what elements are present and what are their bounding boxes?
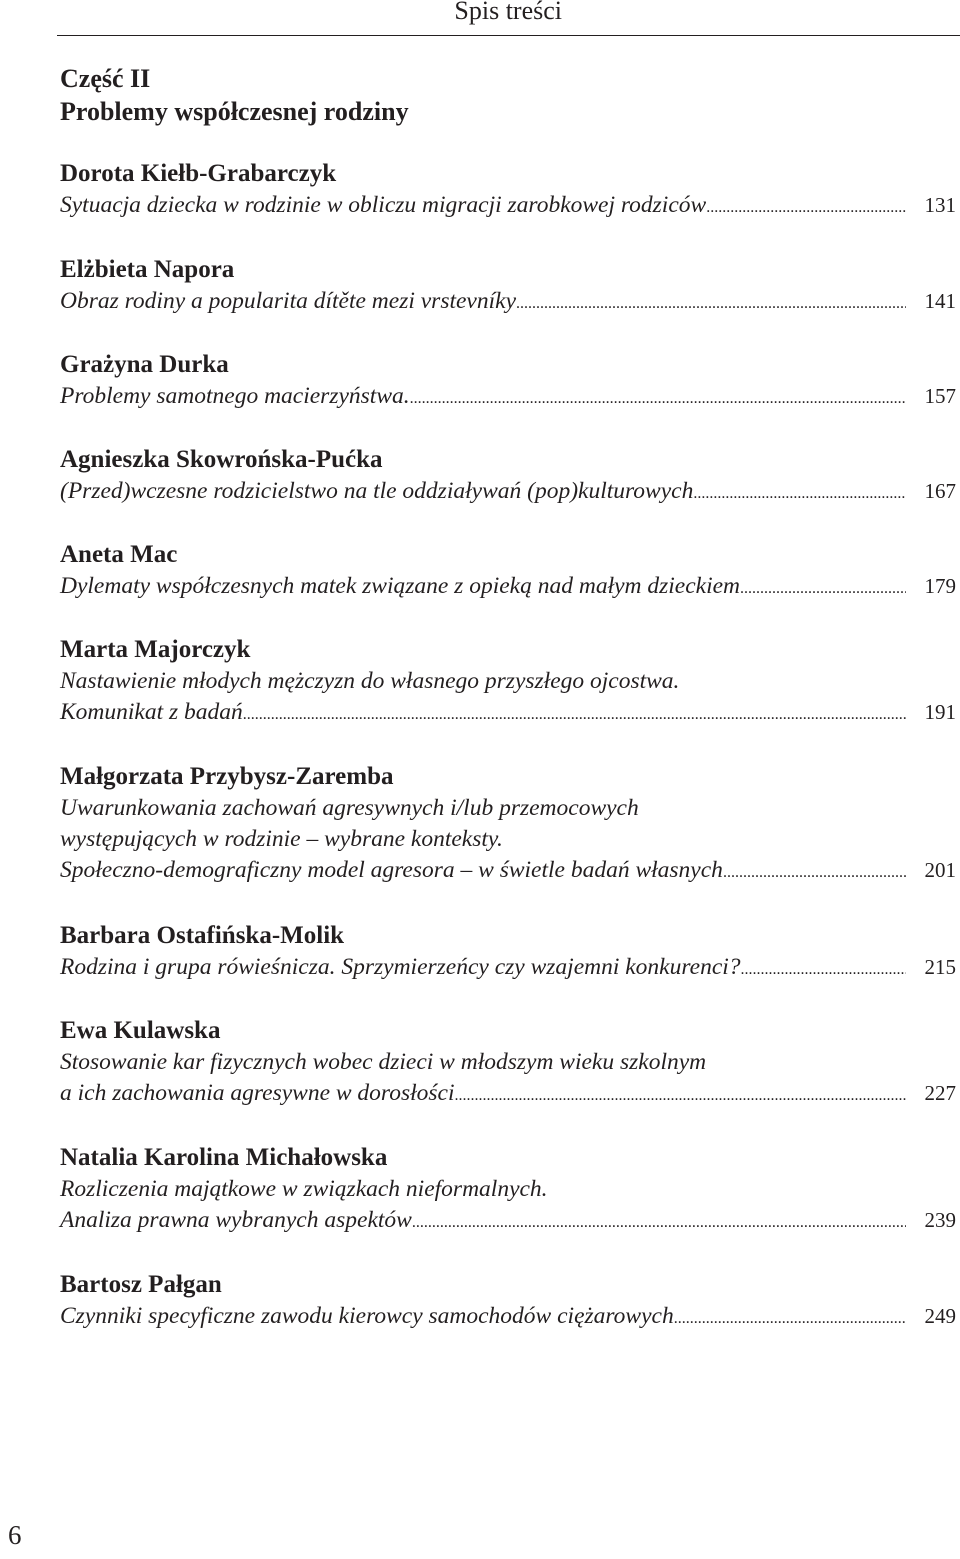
entry-page-number: 157 bbox=[924, 384, 956, 408]
entry-title-text: Obraz rodiny a popularita dítěte mezi vrstevníky bbox=[60, 288, 517, 314]
entry-title-line bbox=[60, 666, 956, 697]
entry-author: Marta Majorczyk bbox=[60, 636, 251, 663]
toc-entry[interactable] bbox=[60, 539, 956, 602]
entry-title-line bbox=[60, 381, 956, 412]
dot-leader bbox=[410, 383, 906, 414]
dot-leader bbox=[674, 1303, 906, 1334]
entry-author: Grażyna Durka bbox=[60, 351, 229, 378]
entry-title-text: Rodzina i grupa rówieśnicza. Sprzymierzeńcy czy wzajemni konkurenci? bbox=[60, 954, 741, 980]
entry-title-line bbox=[60, 571, 956, 602]
entry-author: Agnieszka Skowrońska-Pućka bbox=[60, 446, 383, 473]
entry-title-text: Czynniki specyficzne zawodu kierowcy samochodów ciężarowych bbox=[60, 1303, 674, 1329]
toc-entry[interactable] bbox=[60, 254, 956, 317]
entry-title-text: Problemy samotnego macierzyństwa. bbox=[60, 383, 410, 409]
entry-title-line bbox=[60, 1301, 956, 1332]
entry-title-text: Analiza prawna wybranych aspektów bbox=[60, 1207, 412, 1233]
dot-leader bbox=[741, 954, 906, 985]
entry-title-text: Dylematy współczesnych matek związane z opieką nad małym dzieckiem bbox=[60, 573, 741, 599]
toc-entry[interactable] bbox=[60, 444, 956, 507]
entry-author: Dorota Kiełb-Grabarczyk bbox=[60, 160, 337, 187]
entry-author: Ewa Kulawska bbox=[60, 1017, 221, 1044]
entry-title-text: a ich zachowania agresywne w dorosłości bbox=[60, 1080, 455, 1106]
entry-title-line bbox=[60, 952, 956, 983]
entry-title-line bbox=[60, 793, 956, 824]
entry-page-number: 179 bbox=[924, 574, 956, 598]
entry-page-number: 191 bbox=[924, 700, 956, 724]
entry-title-line bbox=[60, 476, 956, 507]
dot-leader bbox=[412, 1207, 906, 1238]
entry-author: Aneta Mac bbox=[60, 541, 178, 568]
dot-leader bbox=[706, 192, 906, 223]
entry-author: Barbara Ostafińska-Molik bbox=[60, 922, 345, 949]
entry-page-number: 249 bbox=[924, 1304, 956, 1328]
entry-title-line bbox=[60, 190, 956, 221]
dot-leader bbox=[723, 857, 906, 888]
entry-author: Elżbieta Napora bbox=[60, 256, 235, 283]
entry-author: Natalia Karolina Michałowska bbox=[60, 1144, 388, 1171]
entry-title-text: Uwarunkowania zachowań agresywnych i/lub przemocowych bbox=[60, 795, 639, 821]
toc-entry[interactable] bbox=[60, 158, 956, 221]
toc-entry[interactable] bbox=[60, 1269, 956, 1332]
toc-entry[interactable] bbox=[60, 634, 956, 728]
entry-title-line bbox=[60, 1047, 956, 1078]
entry-title-text: Sytuacja dziecka w rodzinie w obliczu migracji zarobkowej rodziców bbox=[60, 192, 707, 218]
toc-entry[interactable] bbox=[60, 761, 956, 886]
running-header bbox=[0, 0, 960, 36]
dot-leader bbox=[243, 699, 906, 730]
entry-page-number: 239 bbox=[924, 1208, 956, 1232]
entry-title-line bbox=[60, 1205, 956, 1236]
header-rule bbox=[57, 35, 960, 36]
entry-page-number: 227 bbox=[924, 1081, 956, 1105]
toc-entry[interactable] bbox=[60, 1015, 956, 1109]
entry-page-number: 215 bbox=[924, 955, 956, 979]
header-title: Spis treści bbox=[454, 0, 562, 25]
entry-author: Bartosz Pałgan bbox=[60, 1271, 222, 1298]
entry-title-line bbox=[60, 824, 956, 855]
toc-entry[interactable] bbox=[60, 349, 956, 412]
entry-title-text: występujących w rodzinie – wybrane konteksty. bbox=[60, 826, 503, 852]
dot-leader bbox=[693, 478, 906, 509]
entry-title-line bbox=[60, 286, 956, 317]
entry-title-line bbox=[60, 855, 956, 886]
entry-page-number: 131 bbox=[924, 193, 956, 217]
dot-leader bbox=[454, 1080, 906, 1111]
toc-entry[interactable] bbox=[60, 1142, 956, 1236]
entry-title-line bbox=[60, 1174, 956, 1205]
page-number: 6 bbox=[8, 1520, 22, 1550]
entry-title-text: Stosowanie kar fizycznych wobec dzieci w młodszym wieku szkolnym bbox=[60, 1049, 707, 1075]
entry-author: Małgorzata Przybysz-Zaremba bbox=[60, 763, 394, 790]
entry-page-number: 141 bbox=[924, 289, 956, 313]
toc-entry[interactable] bbox=[60, 920, 956, 983]
entry-title-line bbox=[60, 1078, 956, 1109]
dot-leader bbox=[740, 573, 906, 604]
entry-page-number: 167 bbox=[924, 479, 956, 503]
entry-title-text: Komunikat z badań bbox=[60, 699, 243, 725]
entry-title-text: Nastawienie młodych mężczyzn do własnego przyszłego ojcostwa. bbox=[60, 668, 680, 694]
dot-leader bbox=[516, 288, 906, 319]
entry-title-text: Społeczno-demograficzny model agresora – w świetle badań własnych bbox=[60, 857, 723, 883]
entry-title-text: (Przed)wczesne rodzicielstwo na tle oddziaływań (pop)kulturowych bbox=[60, 478, 694, 504]
part-number: Część II bbox=[60, 64, 151, 93]
entry-page-number: 201 bbox=[924, 858, 956, 882]
part-heading bbox=[60, 62, 409, 128]
entry-title-line bbox=[60, 697, 956, 728]
entry-title-text: Rozliczenia majątkowe w związkach nieformalnych. bbox=[60, 1176, 548, 1202]
part-title: Problemy współczesnej rodziny bbox=[60, 97, 409, 126]
